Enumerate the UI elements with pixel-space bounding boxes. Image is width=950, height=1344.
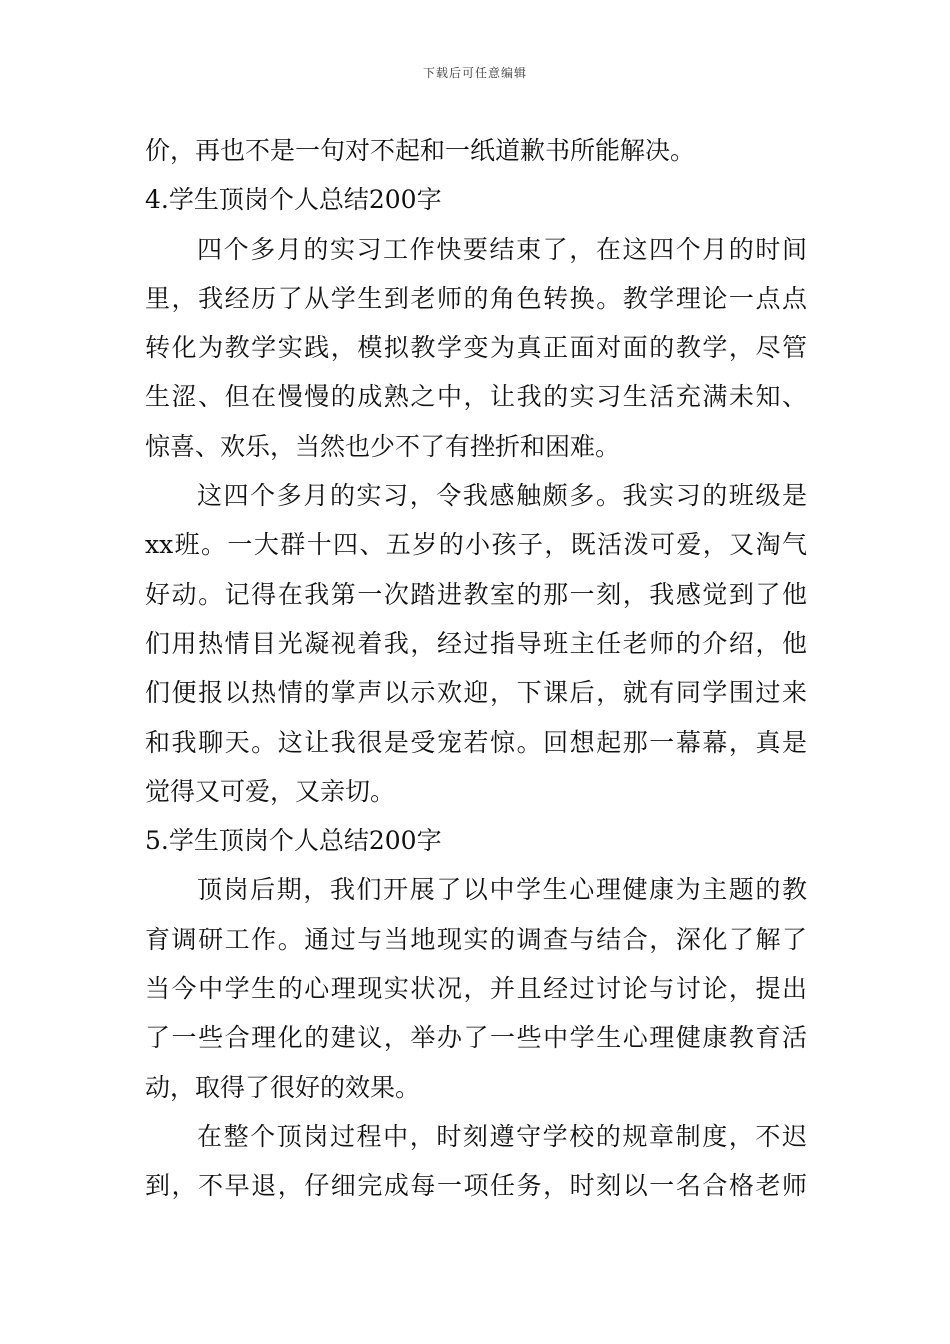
text-line: 觉得又可爱，又亲切。 (145, 776, 396, 806)
text-line: 们便报以热情的掌声以示欢迎，下课后，就有同学围过来 (145, 678, 807, 708)
text-line: 价，再也不是一句对不起和一纸道歉书所能解决。 (145, 136, 696, 165)
text-line: 转化为教学实践，模拟教学变为真正面对面的教学，尽管 (145, 333, 807, 363)
text-line: 了一些合理化的建议，举办了一些中学生心理健康教育活 (145, 1023, 807, 1053)
text-line: 生涩、但在慢慢的成熟之中，让我的实习生活充满未知、 (145, 382, 807, 412)
text-line: 在整个顶岗过程中，时刻遵守学校的规章制度，不迟 (197, 1121, 807, 1151)
text-line: 们用热情目光凝视着我，经过指导班主任老师的介绍，他 (145, 628, 807, 658)
text-line: 到，不早退，仔细完成每一项任务，时刻以一名合格老师 (145, 1171, 807, 1201)
document-body (145, 126, 807, 1211)
text-line: 顶岗后期，我们开展了以中学生心理健康为主题的教 (197, 875, 807, 905)
text-line: xx班。一大群十四、五岁的小孩子，既活泼可爱，又淘气 (145, 530, 807, 560)
text-line: 和我聊天。这让我很是受宠若惊。回想起那一幕幕，真是 (145, 727, 807, 757)
text-line: 惊喜、欢乐，当然也少不了有挫折和困难。 (145, 431, 621, 461)
text-line: 里，我经历了从学生到老师的角色转换。教学理论一点点 (145, 283, 807, 313)
header-note: 下载后可任意编辑 (422, 66, 527, 80)
text-line: 动，取得了很好的效果。 (145, 1072, 421, 1102)
section-heading: 5.学生顶岗个人总结200字 (145, 826, 442, 856)
text-line: 育调研工作。通过与当地现实的调查与结合，深化了解了 (145, 924, 807, 954)
section-heading: 4.学生顶岗个人总结200字 (145, 185, 442, 215)
text-line: 好动。记得在我第一次踏进教室的那一刻，我感觉到了他 (145, 579, 807, 609)
text-line: 四个多月的实习工作快要结束了，在这四个月的时间 (197, 234, 807, 264)
text-line: 这四个多月的实习，令我感触颇多。我实习的班级是 (197, 481, 807, 511)
text-line: 当今中学生的心理现实状况，并且经过讨论与讨论，提出 (145, 974, 807, 1004)
